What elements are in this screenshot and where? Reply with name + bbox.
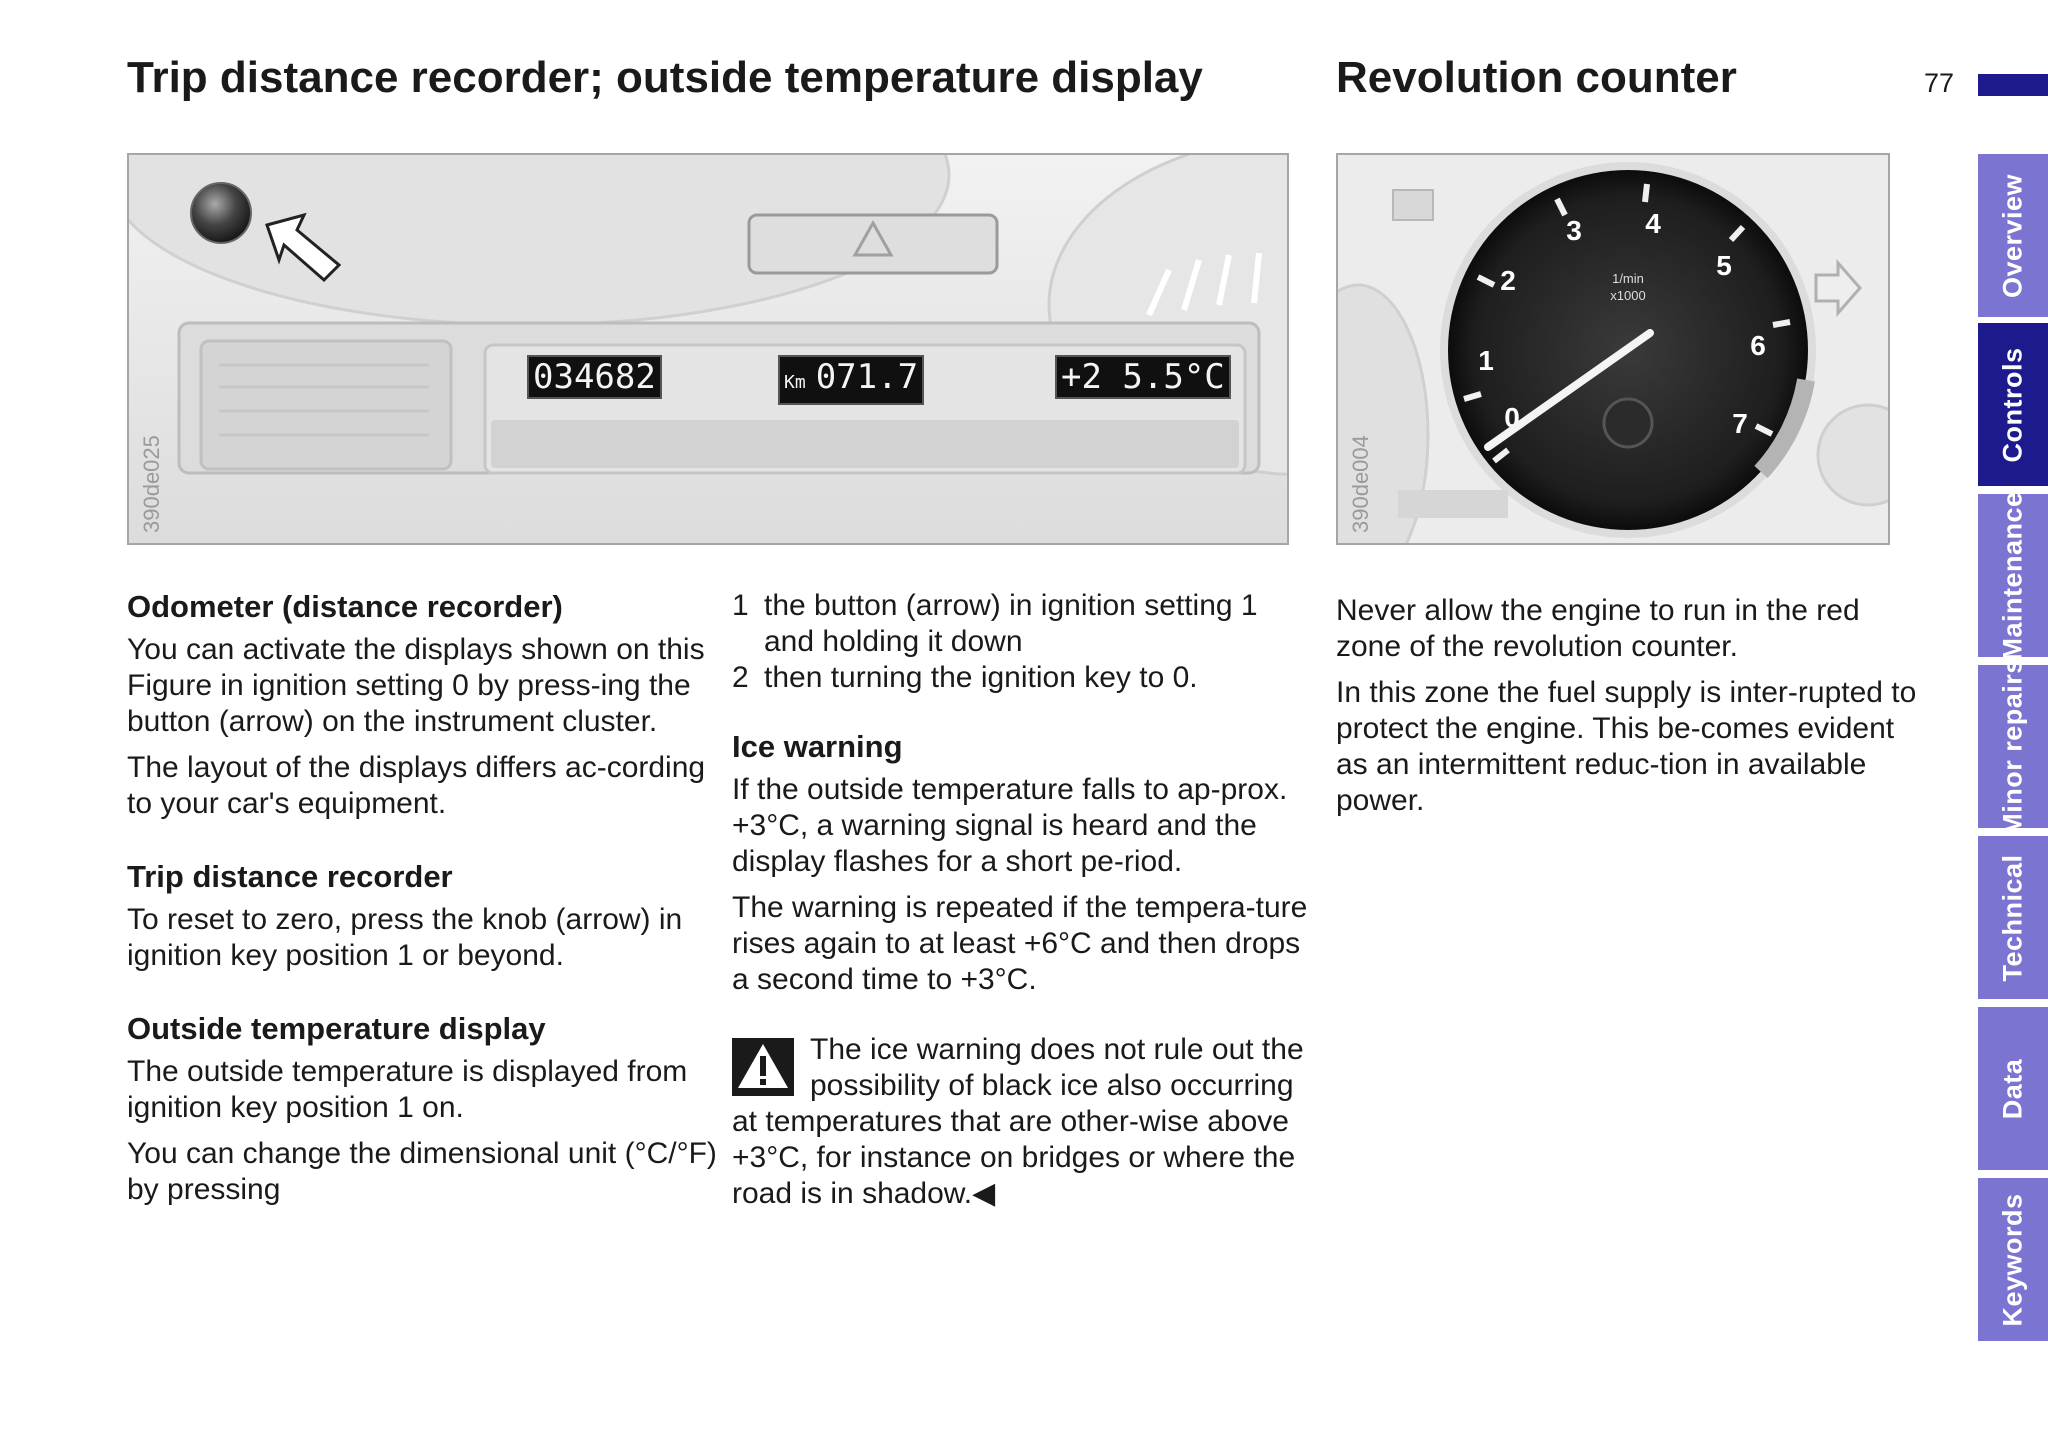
heading-odometer: Odometer (distance recorder)	[127, 589, 563, 624]
revolution-counter-figure	[1336, 153, 1890, 545]
reset-knob	[191, 183, 251, 243]
warning-text: The ice warning does not rule out the possibility of black ice also occurring at temperatures that are other-wise above +3°C, for instance on bridges or where the road is in shadow.◀	[732, 1033, 1304, 1210]
paragraph: To reset to zero, press the knob (arrow) in ignition key position 1 or beyond.	[127, 903, 683, 972]
tab-controls[interactable]: Controls	[1978, 323, 2048, 486]
trip-display	[778, 355, 924, 405]
dial-number-2: 2	[1500, 265, 1516, 296]
dial-number-5: 5	[1716, 250, 1732, 281]
paragraph: The outside temperature is displayed from ignition key position 1 on.	[127, 1055, 688, 1124]
tab-keywords[interactable]: Keywords	[1978, 1178, 2048, 1341]
dial-number-6: 6	[1750, 330, 1766, 361]
steps-list	[732, 588, 1312, 696]
paragraph: You can activate the displays shown on this Figure in ignition setting 0 by press-ing the button (arrow) on the instrument cluster.	[127, 633, 705, 738]
heading-outside-temperature: Outside temperature display	[127, 1011, 546, 1046]
tab-minor-repairs[interactable]: Minor repairs	[1978, 665, 2048, 828]
list-item: 2 then turning the ignition key to 0.	[732, 661, 1198, 694]
odometer-display: 034682	[527, 355, 662, 399]
tab-overview[interactable]: Overview	[1978, 154, 2048, 317]
column-3	[1336, 593, 1926, 829]
page-number: 77	[1924, 68, 1955, 98]
figure-code: 390de025	[139, 435, 164, 533]
page-marker-bar	[1978, 74, 2048, 96]
tab-data[interactable]: Data	[1978, 1007, 2048, 1170]
tachometer-hub	[1604, 399, 1652, 447]
paragraph: The layout of the displays differs ac-cording to your car's equipment.	[127, 751, 706, 820]
dial-number-0: 0	[1504, 402, 1520, 433]
paragraph: If the outside temperature falls to ap-prox. +3°C, a warning signal is heard and the display flashes for a short pe-riod.	[732, 773, 1288, 878]
dial-number-7: 7	[1732, 408, 1748, 439]
paragraph: You can change the dimensional unit (°C/°F) by pressing	[127, 1137, 717, 1206]
dial-unit-label: 1/min	[1612, 271, 1644, 286]
dial-number-4: 4	[1645, 208, 1661, 239]
dial-number-3: 3	[1566, 215, 1582, 246]
heading-ice-warning: Ice warning	[732, 729, 903, 764]
temperature-display: +2 5.5°C	[1055, 355, 1231, 399]
figure-code: 390de004	[1348, 435, 1373, 533]
warning-triangle-icon	[732, 1038, 794, 1096]
list-item: 1 the button (arrow) in ignition setting 1 and holding it down	[732, 589, 1258, 658]
instrument-cluster-illustration	[129, 155, 1287, 543]
page-title-right: Revolution counter	[1336, 53, 1737, 102]
dial-number-1: 1	[1478, 345, 1494, 376]
instrument-cluster-figure	[127, 153, 1289, 545]
dial-multiplier-label: x1000	[1610, 288, 1646, 303]
paragraph: In this zone the fuel supply is inter-rupted to protect the engine. This be-comes evident as an intermittent reduc-tion in available power.	[1336, 676, 1917, 817]
warning-note	[732, 1032, 1312, 1212]
trip-unit: Km	[784, 372, 806, 393]
tab-maintenance[interactable]: Maintenance	[1978, 494, 2048, 657]
trip-value: 071.7	[815, 357, 919, 397]
heading-trip: Trip distance recorder	[127, 859, 453, 894]
paragraph: The warning is repeated if the tempera-ture rises again to at least +6°C and then drops a second time to +3°C.	[732, 891, 1308, 996]
paragraph: Never allow the engine to run in the red zone of the revolution counter.	[1336, 594, 1860, 663]
tab-technical[interactable]: Technical	[1978, 836, 2048, 999]
column-1	[127, 588, 717, 1218]
page-title-left: Trip distance recorder; outside temperature display	[127, 53, 1203, 102]
column-2	[732, 588, 1312, 1212]
revolution-counter-illustration	[1338, 155, 1888, 543]
